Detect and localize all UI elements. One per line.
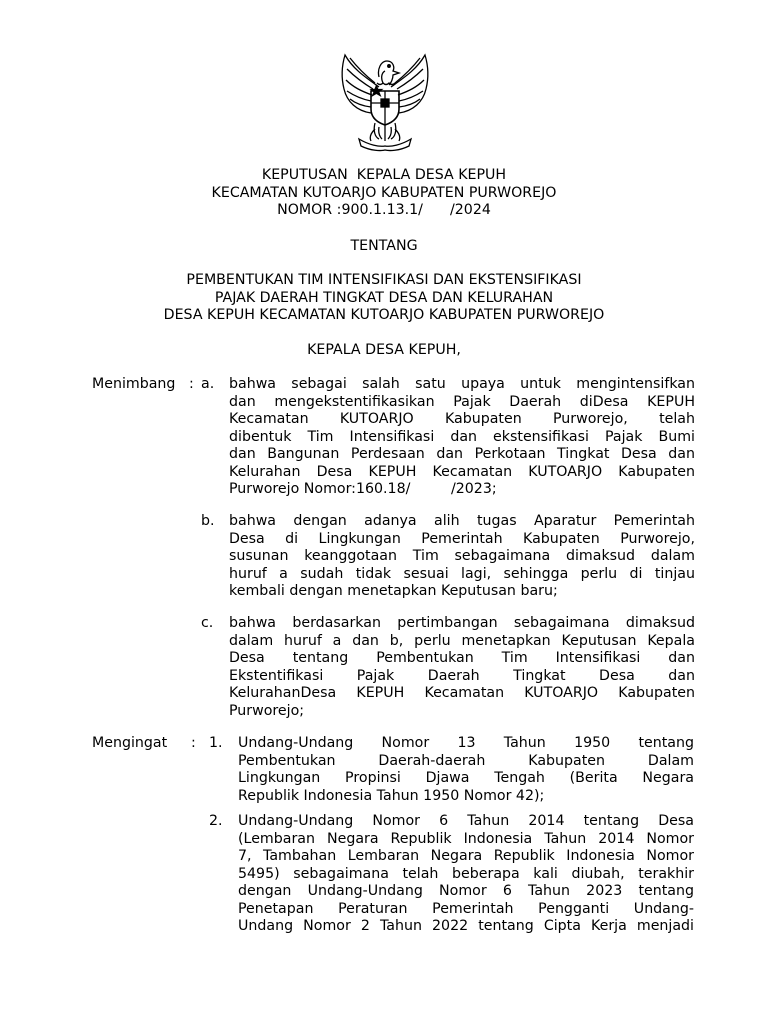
- issuing-official: KEPALA DESA KEPUH,: [307, 342, 461, 358]
- title-line-1: KEPUTUSAN KEPALA DESA KEPUH: [261, 167, 507, 183]
- menimbang-item-a: bahwa sebagai salah satu upaya untuk mengintensifkan dan mengekstentifikasikan Pajak Daerah diDesa KEPUH Kecamatan KUTOARJO Kabupaten Purworejo, telah dibentuk Tim Intensifikasi dan ekstensifikasi Pajak Bumi dan Bangunan Perdesaan dan Perkotaan Tingkat Desa dan Kelurahan Desa KEPUH Kecamatan KUTOARJO Kabupaten Purworejo Nomor:160.18/ /2023;: [229, 376, 695, 497]
- tentang-heading: TENTANG: [350, 238, 418, 254]
- mengingat-item-1: Undang-Undang Nomor 13 Tahun 1950 tentang Pembentukan Daerah-daerah Kabupaten Dalam Lingkungan Propinsi Djawa Tengah (Berita Negara Republik Indonesia Tahun 1950 Nomor 42);: [238, 735, 694, 804]
- mengingat-label: Mengingat: [92, 735, 168, 751]
- mengingat-item-1-marker: 1.: [209, 735, 223, 751]
- menimbang-item-c: bahwa berdasarkan pertimbangan sebagaimana dimaksud dalam huruf a dan b, perlu menetapkan Keputusan Kepala Desa tentang Pembentukan Tim Intensifikasi dan Ekstentifikasi Pajak Daerah Tingkat Desa dan KelurahanDesa KEPUH Kecamatan KUTOARJO Kabupaten Purworejo;: [229, 615, 695, 719]
- menimbang-item-b: bahwa dengan adanya alih tugas Aparatur Pemerintah Desa di Lingkungan Pemerintah Kabupaten Purworejo, susunan keanggotaan Tim sebagaimana dimaksud dalam huruf a sudah tidak sesuai lagi, sehingga perlu di tinjau kembali dengan menetapkan Keputusan baru;: [229, 513, 695, 599]
- menimbang-label: Menimbang: [92, 376, 176, 392]
- menimbang-item-a-marker: a.: [201, 376, 215, 392]
- mengingat-colon: :: [191, 735, 196, 751]
- menimbang-item-b-marker: b.: [201, 513, 215, 529]
- title-line-2: KECAMATAN KUTOARJO KABUPATEN PURWOREJO: [211, 184, 557, 201]
- mengingat-item-2: Undang-Undang Nomor 6 Tahun 2014 tentang Desa (Lembaran Negara Republik Indonesia Tahun 2014 Nomor 7, Tambahan Lembaran Negara Republik Indonesia Nomor 5495) sebagaimana telah beberapa kali diubah, terakhir dengan Undang-Undang Nomor 6 Tahun 2023 tentang Penetapan Peraturan Pemerintah Pengganti Undang- Undang Nomor 2 Tahun 2022 tentang Cipta Kerja menjadi: [238, 813, 694, 934]
- garuda-emblem-icon: [335, 47, 435, 152]
- decree-title: [0, 167, 768, 220]
- subject-line-1: PEMBENTUKAN TIM INTENSIFIKASI DAN EKSTENSIFIKASI: [186, 272, 582, 288]
- subject-line-3: DESA KEPUH KECAMATAN KUTOARJO KABUPATEN PURWOREJO: [163, 307, 605, 323]
- menimbang-colon: :: [189, 376, 194, 392]
- decree-number: NOMOR :900.1.13.1/ /2024: [277, 202, 491, 218]
- mengingat-item-2-marker: 2.: [209, 813, 223, 829]
- subject-line-2: PAJAK DAERAH TINGKAT DESA DAN KELURAHAN: [214, 289, 554, 306]
- menimbang-item-c-marker: c.: [201, 615, 214, 631]
- decree-subject: [0, 272, 768, 325]
